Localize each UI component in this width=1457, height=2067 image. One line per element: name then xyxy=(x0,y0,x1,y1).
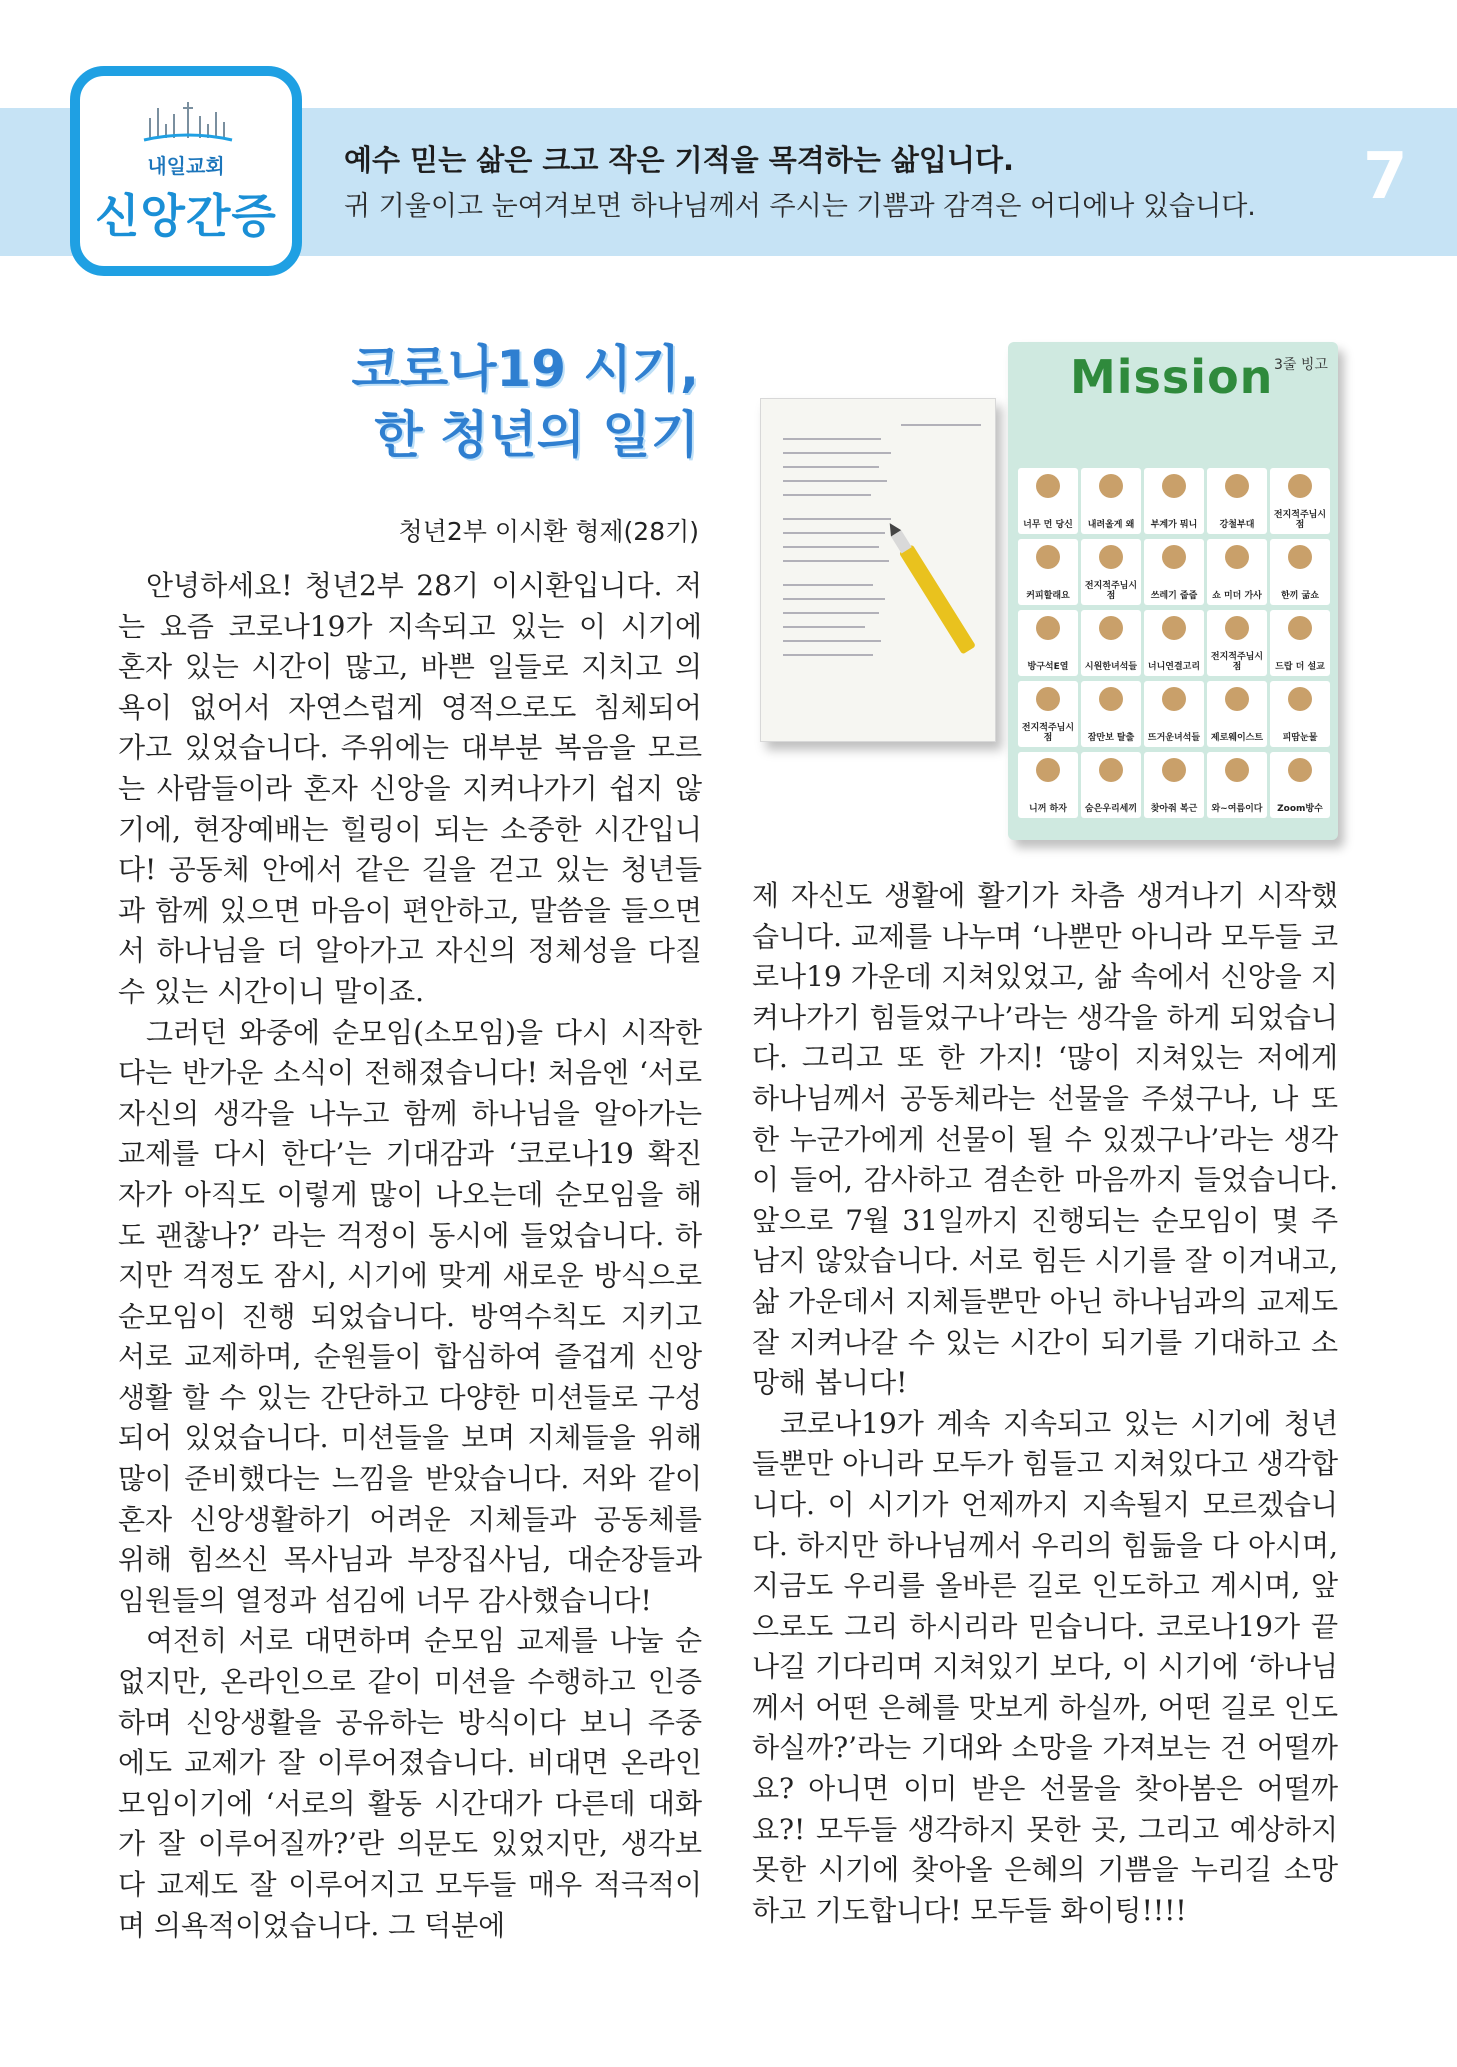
mission-cell xyxy=(1207,468,1267,534)
mission-cell xyxy=(1270,752,1330,818)
mission-cell xyxy=(1144,539,1204,605)
mission-cell xyxy=(1081,539,1141,605)
mission-illustration-icon xyxy=(1036,545,1060,569)
mission-illustration-icon xyxy=(1288,545,1312,569)
mission-cell xyxy=(1081,681,1141,747)
mission-cell xyxy=(1270,468,1330,534)
mission-cell-label: 강철부대 xyxy=(1219,520,1255,530)
mission-cell xyxy=(1018,610,1078,676)
mission-cell xyxy=(1207,539,1267,605)
headline: 예수 믿는 삶은 크고 작은 기적을 목격하는 삶입니다. xyxy=(344,143,1014,177)
mission-illustration-icon xyxy=(1288,687,1312,711)
mission-illustration-icon xyxy=(1036,474,1060,498)
mission-cell xyxy=(1144,752,1204,818)
mission-illustration-icon xyxy=(1099,616,1123,640)
mission-cell xyxy=(1270,610,1330,676)
mission-illustration-icon xyxy=(1225,687,1249,711)
section-label: 신앙간증 xyxy=(95,189,277,243)
mission-illustration-icon xyxy=(1225,616,1249,640)
mission-illustration-icon xyxy=(1288,474,1312,498)
mission-title: Mission xyxy=(1070,350,1274,404)
mission-cell-label: 방구석E열 xyxy=(1027,662,1069,672)
paragraph: 여전히 서로 대면하며 순모임 교제를 나눌 순 없지만, 온라인으로 같이 미션을 수행하고 인증하며 신앙생활을 공유하는 방식이다 보니 주중에도 교제가 잘 이루어졌습니다. 비대면 온라인 모임이기에 ‘서로의 활동 시간대가 다른데 대화가 잘 이루어질까?’란 의문도 있었지만, 생각보다 교제도 잘 이루어지고 모두들 매우 적극적이며 의욕적이었습니다. 그 덕분에 xyxy=(118,1624,702,1942)
church-logo-box xyxy=(70,66,302,276)
mission-illustration-icon xyxy=(1099,687,1123,711)
mission-cell-label: 커피할래요 xyxy=(1026,591,1070,601)
church-skyline-icon xyxy=(140,94,236,144)
mission-illustration-icon xyxy=(1099,545,1123,569)
mission-cell xyxy=(1207,610,1267,676)
page-number: 7 xyxy=(1363,140,1408,214)
mission-cell-label: 너니연결고리 xyxy=(1147,662,1201,672)
mission-cell-label: 쇼 미더 가사 xyxy=(1212,591,1262,601)
article-byline: 청년2부 이시환 형제(28기) xyxy=(398,517,699,546)
mission-illustration-icon xyxy=(1162,474,1186,498)
mission-illustration-icon xyxy=(1225,545,1249,569)
article-column-left xyxy=(118,566,702,1946)
diary-notebook-icon xyxy=(761,399,995,741)
church-name: 내일교회 xyxy=(147,154,225,178)
mission-cell-label: 니꺼 하자 xyxy=(1029,804,1067,814)
article-title-line2: 한 청년의 일기 xyxy=(374,406,699,464)
mission-card-photo xyxy=(1008,342,1338,840)
mission-cell xyxy=(1144,681,1204,747)
mission-illustration-icon xyxy=(1036,616,1060,640)
article-title xyxy=(352,336,699,468)
mission-cell-label: 너무 먼 당신 xyxy=(1023,520,1073,530)
mission-illustration-icon xyxy=(1099,474,1123,498)
paragraph: 제 자신도 생활에 활기가 차츰 생겨나기 시작했습니다. 교제를 나누며 ‘나뿐만 아니라 모두들 코로나19 가운데 지쳐있었고, 삶 속에서 신앙을 지켜나가기 힘들었구나’라는 생각을 하게 되었습니다. 그리고 또 한 가지! ‘많이 지쳐있는 저에게 하나님께서 공동체라는 선물을 주셨구나, 나 또한 누군가에게 선물이 될 수 있겠구나’라는 생각이 들어, 감사하고 겸손한 마음까지 들었습니다. 앞으로 7월 31일까지 진행되는 순모임이 몇 주 남지 않았습니다. 서로 힘든 시기를 잘 이겨내고, 삶 가운데서 지체들뿐만 아닌 하나님과의 교제도 잘 지켜나갈 수 있는 시간이 되기를 기대하고 소망해 봅니다! xyxy=(752,879,1338,1400)
mission-illustration-icon xyxy=(1099,758,1123,782)
mission-illustration-icon xyxy=(1162,545,1186,569)
subheadline: 귀 기울이고 눈여겨보면 하나님께서 주시는 기쁨과 감격은 어디에나 있습니다. xyxy=(344,191,1256,222)
mission-cell-label: 전지적주님시점 xyxy=(1210,652,1264,672)
mission-illustration-icon xyxy=(1162,616,1186,640)
paragraph: 코로나19가 계속 지속되고 있는 시기에 청년들뿐만 아니라 모두가 힘들고 지쳐있다고 생각합니다. 이 시기가 언제까지 지속될지 모르겠습니다. 하지만 하나님께서 우리의 힘듦을 다 아시며, 지금도 우리를 올바른 길로 인도하고 계시며, 앞으로도 그리 하시리라 믿습니다. 코로나19가 끝나길 기다리며 지쳐있기 보다, 이 시기에 ‘하나님께서 어떤 은혜를 맛보게 하실까, 어떤 길로 인도하실까?’라는 기대와 소망을 가져보는 건 어떨까요? 아니면 이미 받은 선물을 찾아봄은 어떨까요?! 모두들 생각하지 못한 곳, 그리고 예상하지 못한 시기에 찾아올 은혜의 기쁨을 누리길 소망하고 기도합니다! 모두들 화이팅!!!! xyxy=(752,1406,1338,1927)
mission-cell-label: 전지적주님시점 xyxy=(1021,723,1075,743)
mission-cell xyxy=(1018,539,1078,605)
mission-grid xyxy=(1018,468,1330,824)
diary-photo xyxy=(760,398,996,742)
mission-cell-label: 피땀눈물 xyxy=(1282,733,1318,743)
article-title-line1: 코로나19 시기, xyxy=(351,340,699,398)
mission-illustration-icon xyxy=(1036,758,1060,782)
mission-cell-label: 뜨거운녀석들 xyxy=(1147,733,1201,743)
mission-cell xyxy=(1270,539,1330,605)
mission-cell xyxy=(1270,681,1330,747)
mission-cell xyxy=(1207,752,1267,818)
mission-cell-label: 시원한녀석들 xyxy=(1084,662,1138,672)
mission-cell xyxy=(1081,610,1141,676)
mission-cell-label: 부계가 뭐니 xyxy=(1150,520,1198,530)
mission-cell xyxy=(1144,610,1204,676)
mission-illustration-icon xyxy=(1225,758,1249,782)
mission-cell-label: 제로웨이스트 xyxy=(1210,733,1264,743)
mission-cell-label: 와~여름이다 xyxy=(1211,804,1263,814)
mission-cell xyxy=(1018,681,1078,747)
article-column-right xyxy=(752,876,1338,1931)
mission-illustration-icon xyxy=(1225,474,1249,498)
mission-cell xyxy=(1018,468,1078,534)
paragraph: 안녕하세요! 청년2부 28기 이시환입니다. 저는 요즘 코로나19가 지속되고 있는 이 시기에 혼자 있는 시간이 많고, 바쁜 일들로 지치고 의욕이 없어서 자연스럽게 영적으로도 침체되어 가고 있었습니다. 주위에는 대부분 복음을 모르는 사람들이라 혼자 신앙을 지켜나가기 쉽지 않기에, 현장예배는 힐링이 되는 소중한 시간입니다! 공동체 안에서 같은 길을 걷고 있는 청년들과 함께 있으면 마음이 편안하고, 말씀을 들으면서 하나님을 더 알아가고 자신의 정체성을 다질 수 있는 시간이니 말이죠. xyxy=(118,569,702,1008)
mission-cell xyxy=(1081,752,1141,818)
mission-cell-label: 내려올게 왜 xyxy=(1087,520,1135,530)
mission-cell-label: 찾아줘 복근 xyxy=(1150,804,1198,814)
mission-cell-label: 한끼 굶쇼 xyxy=(1281,591,1319,601)
mission-illustration-icon xyxy=(1036,687,1060,711)
mission-cell-label: 잠만보 탈출 xyxy=(1087,733,1135,743)
mission-illustration-icon xyxy=(1162,687,1186,711)
mission-cell-label: Zoom방수 xyxy=(1277,804,1323,814)
mission-cell xyxy=(1144,468,1204,534)
mission-cell xyxy=(1018,752,1078,818)
mission-illustration-icon xyxy=(1162,758,1186,782)
mission-corner-label: 3줄 빙고 xyxy=(1274,357,1328,373)
mission-illustration-icon xyxy=(1288,616,1312,640)
mission-cell xyxy=(1207,681,1267,747)
mission-cell-label: 전지적주님시점 xyxy=(1084,581,1138,601)
mission-cell-label: 전지적주님시점 xyxy=(1273,510,1327,530)
mission-cell xyxy=(1081,468,1141,534)
mission-cell-label: 숨은우리세끼 xyxy=(1084,804,1138,814)
paragraph: 그러던 와중에 순모임(소모임)을 다시 시작한다는 반가운 소식이 전해졌습니다! 처음엔 ‘서로 자신의 생각을 나누고 함께 하나님을 알아가는 교제를 다시 한다’는 기대감과 ‘코로나19 확진자가 아직도 이렇게 많이 나오는데 순모임을 해도 괜찮나?’ 라는 걱정이 동시에 들었습니다. 하지만 걱정도 잠시, 시기에 맞게 새로운 방식으로 순모임이 진행 되었습니다. 방역수칙도 지키고 서로 교제하며, 순원들이 합심하여 즐겁게 신앙생활 할 수 있는 간단하고 다양한 미션들로 구성되어 있었습니다. 미션들을 보며 지체들을 위해 많이 준비했다는 느낌을 받았습니다. 저와 같이 혼자 신앙생활하기 어려운 지체들과 공동체를 위해 힘쓰신 목사님과 부장집사님, 대순장들과 임원들의 열정과 섬김에 너무 감사했습니다! xyxy=(118,1015,702,1617)
mission-cell-label: 쓰레기 줍줍 xyxy=(1150,591,1198,601)
mission-cell-label: 드랍 더 설교 xyxy=(1275,662,1325,672)
mission-illustration-icon xyxy=(1288,758,1312,782)
